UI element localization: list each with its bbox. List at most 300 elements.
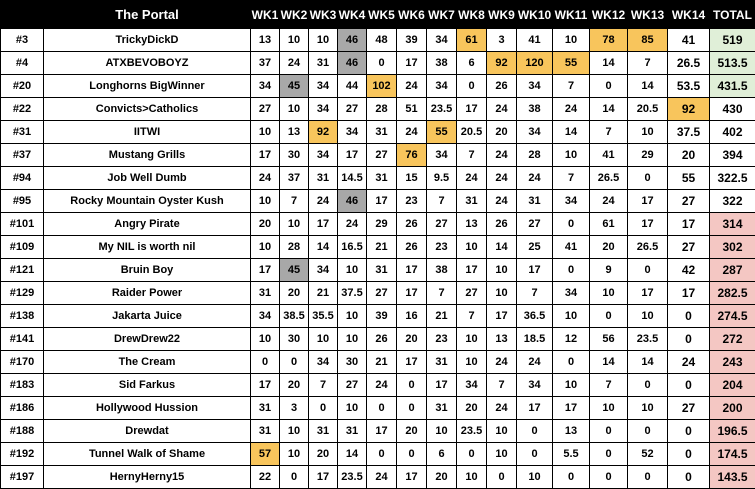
week-score-cell: 10	[338, 305, 367, 328]
team-name-cell: ATXBEVOBOYZ	[44, 52, 251, 75]
week-score-cell: 27	[367, 144, 397, 167]
week-score-cell: 10	[553, 144, 590, 167]
week-header: WK1	[251, 1, 280, 29]
week-score-cell: 29	[367, 213, 397, 236]
week-score-cell: 10	[553, 29, 590, 52]
week-score-cell: 7	[628, 52, 668, 75]
week-score-cell: 9	[590, 259, 628, 282]
week-score-cell: 37.5	[338, 282, 367, 305]
total-cell: 272	[710, 328, 755, 351]
week-score-cell: 5.5	[553, 443, 590, 466]
week-score-cell: 34	[251, 75, 280, 98]
week-score-cell: 31	[251, 282, 280, 305]
week-score-cell: 10	[487, 282, 517, 305]
week-score-cell: 24	[590, 190, 628, 213]
week-score-cell: 10	[309, 328, 338, 351]
week-score-cell: 27	[338, 98, 367, 121]
week-score-cell: 48	[367, 29, 397, 52]
week-score-cell: 17	[517, 397, 553, 420]
week-score-cell: 7	[309, 374, 338, 397]
week-score-cell: 85	[628, 29, 668, 52]
week-score-cell: 25	[517, 236, 553, 259]
week-score-cell: 34	[309, 351, 338, 374]
week-score-cell: 30	[338, 351, 367, 374]
rank-cell: #94	[1, 167, 44, 190]
table-row	[1, 98, 755, 121]
week-score-cell: 3	[487, 29, 517, 52]
week-score-cell: 31	[427, 397, 457, 420]
week-score-cell: 10	[590, 282, 628, 305]
week-header: WK12	[590, 1, 628, 29]
week-score-cell: 36.5	[517, 305, 553, 328]
table-row	[1, 29, 755, 52]
week-score-cell: 30	[280, 328, 309, 351]
week-score-cell: 55	[553, 52, 590, 75]
week-score-cell: 10	[251, 328, 280, 351]
week-score-cell: 45	[280, 75, 309, 98]
total-cell: 196.5	[710, 420, 755, 443]
table-row	[1, 351, 755, 374]
week-score-cell: 24	[251, 167, 280, 190]
week-score-cell: 17	[668, 213, 710, 236]
table-row	[1, 236, 755, 259]
team-name-cell: Job Well Dumb	[44, 167, 251, 190]
week-score-cell: 0	[590, 443, 628, 466]
week-score-cell: 10	[280, 443, 309, 466]
table-row	[1, 52, 755, 75]
week-score-cell: 0	[367, 443, 397, 466]
week-score-cell: 7	[590, 374, 628, 397]
table-row	[1, 328, 755, 351]
week-score-cell: 61	[590, 213, 628, 236]
week-score-cell: 7	[427, 282, 457, 305]
week-header: WK4	[338, 1, 367, 29]
week-score-cell: 10	[338, 259, 367, 282]
week-header: WK13	[628, 1, 668, 29]
week-score-cell: 26	[487, 75, 517, 98]
week-score-cell: 24	[457, 167, 487, 190]
week-score-cell: 24	[487, 98, 517, 121]
week-score-cell: 20	[397, 420, 427, 443]
team-name-cell: My NIL is worth nil	[44, 236, 251, 259]
team-name-cell: Tunnel Walk of Shame	[44, 443, 251, 466]
rank-cell: #141	[1, 328, 44, 351]
week-score-cell: 7	[457, 144, 487, 167]
week-score-cell: 10	[517, 466, 553, 489]
week-score-cell: 10	[628, 121, 668, 144]
week-score-cell: 76	[397, 144, 427, 167]
week-score-cell: 53.5	[668, 75, 710, 98]
total-cell: 402	[710, 121, 755, 144]
week-score-cell: 0	[590, 420, 628, 443]
week-score-cell: 24	[668, 351, 710, 374]
week-score-cell: 31	[251, 397, 280, 420]
team-name-cell: IITWI	[44, 121, 251, 144]
total-cell: 394	[710, 144, 755, 167]
rank-cell: #192	[1, 443, 44, 466]
rank-cell: #37	[1, 144, 44, 167]
header-row	[1, 1, 755, 29]
week-score-cell: 0	[668, 466, 710, 489]
team-name-cell: Drewdat	[44, 420, 251, 443]
week-score-cell: 0	[628, 374, 668, 397]
week-score-cell: 34	[338, 121, 367, 144]
week-score-cell: 0	[628, 466, 668, 489]
week-score-cell: 23.5	[338, 466, 367, 489]
week-score-cell: 24	[367, 466, 397, 489]
week-score-cell: 6	[427, 443, 457, 466]
team-name-cell: Raider Power	[44, 282, 251, 305]
week-score-cell: 13	[487, 328, 517, 351]
week-score-cell: 14.5	[338, 167, 367, 190]
total-cell: 513.5	[710, 52, 755, 75]
week-score-cell: 57	[251, 443, 280, 466]
week-score-cell: 34	[517, 374, 553, 397]
week-score-cell: 34	[457, 374, 487, 397]
week-score-cell: 20	[309, 443, 338, 466]
team-name-cell: Mustang Grills	[44, 144, 251, 167]
week-score-cell: 24	[487, 190, 517, 213]
week-score-cell: 34	[427, 75, 457, 98]
week-score-cell: 20	[280, 282, 309, 305]
week-score-cell: 10	[457, 328, 487, 351]
week-score-cell: 28	[367, 98, 397, 121]
week-score-cell: 27	[668, 236, 710, 259]
week-score-cell: 24	[309, 190, 338, 213]
total-cell: 302	[710, 236, 755, 259]
table-title: The Portal	[44, 1, 251, 29]
week-score-cell: 24	[487, 144, 517, 167]
week-score-cell: 34	[427, 29, 457, 52]
rank-cell: #129	[1, 282, 44, 305]
total-cell: 204	[710, 374, 755, 397]
week-score-cell: 17	[553, 397, 590, 420]
week-score-cell: 12	[553, 328, 590, 351]
week-score-cell: 10	[251, 190, 280, 213]
week-score-cell: 0	[367, 52, 397, 75]
week-score-cell: 10	[487, 443, 517, 466]
week-score-cell: 78	[590, 29, 628, 52]
table-row	[1, 259, 755, 282]
week-score-cell: 31	[251, 420, 280, 443]
week-score-cell: 20	[280, 374, 309, 397]
week-score-cell: 42	[668, 259, 710, 282]
week-score-cell: 23	[427, 328, 457, 351]
week-score-cell: 31	[457, 190, 487, 213]
week-score-cell: 26.5	[590, 167, 628, 190]
week-score-cell: 10	[457, 236, 487, 259]
week-score-cell: 17	[397, 259, 427, 282]
total-cell: 314	[710, 213, 755, 236]
week-score-cell: 10	[457, 466, 487, 489]
week-score-cell: 41	[590, 144, 628, 167]
week-score-cell: 20	[668, 144, 710, 167]
week-score-cell: 17	[668, 282, 710, 305]
week-score-cell: 24	[367, 374, 397, 397]
week-score-cell: 92	[487, 52, 517, 75]
week-score-cell: 7	[457, 305, 487, 328]
week-score-cell: 17	[628, 282, 668, 305]
table-row	[1, 144, 755, 167]
week-score-cell: 24	[397, 121, 427, 144]
week-score-cell: 23	[427, 236, 457, 259]
total-cell: 243	[710, 351, 755, 374]
table-row	[1, 397, 755, 420]
week-score-cell: 120	[517, 52, 553, 75]
week-score-cell: 24	[517, 351, 553, 374]
week-score-cell: 17	[457, 98, 487, 121]
rank-cell: #188	[1, 420, 44, 443]
week-score-cell: 23	[397, 190, 427, 213]
week-score-cell: 0	[517, 420, 553, 443]
week-score-cell: 34	[427, 144, 457, 167]
rank-cell: #4	[1, 52, 44, 75]
week-score-cell: 7	[553, 167, 590, 190]
week-score-cell: 17	[309, 466, 338, 489]
rank-cell: #20	[1, 75, 44, 98]
table-row	[1, 75, 755, 98]
week-score-cell: 31	[427, 351, 457, 374]
week-score-cell: 22	[251, 466, 280, 489]
week-score-cell: 9.5	[427, 167, 457, 190]
week-score-cell: 41	[553, 236, 590, 259]
team-name-cell: Bruin Boy	[44, 259, 251, 282]
table-row	[1, 443, 755, 466]
week-score-cell: 14	[487, 236, 517, 259]
week-score-cell: 10	[457, 351, 487, 374]
week-score-cell: 0	[309, 397, 338, 420]
week-score-cell: 51	[397, 98, 427, 121]
week-score-cell: 34	[309, 75, 338, 98]
week-score-cell: 56	[590, 328, 628, 351]
week-score-cell: 17	[487, 305, 517, 328]
week-score-cell: 17	[397, 351, 427, 374]
week-score-cell: 10	[280, 98, 309, 121]
week-score-cell: 41	[668, 29, 710, 52]
week-score-cell: 27	[668, 397, 710, 420]
week-header: WK14	[668, 1, 710, 29]
rank-header	[1, 1, 44, 29]
week-score-cell: 17	[397, 282, 427, 305]
week-score-cell: 0	[517, 443, 553, 466]
week-header: WK7	[427, 1, 457, 29]
week-score-cell: 21	[367, 351, 397, 374]
rank-cell: #183	[1, 374, 44, 397]
week-score-cell: 14	[338, 443, 367, 466]
week-score-cell: 0	[590, 75, 628, 98]
total-cell: 322.5	[710, 167, 755, 190]
table-row	[1, 167, 755, 190]
total-header: TOTAL	[710, 1, 755, 29]
week-score-cell: 34	[517, 121, 553, 144]
week-score-cell: 10	[628, 397, 668, 420]
week-score-cell: 10	[338, 328, 367, 351]
table-row	[1, 121, 755, 144]
week-score-cell: 17	[457, 259, 487, 282]
week-score-cell: 0	[457, 443, 487, 466]
week-score-cell: 17	[251, 374, 280, 397]
week-score-cell: 37.5	[668, 121, 710, 144]
week-score-cell: 7	[517, 282, 553, 305]
week-score-cell: 24	[397, 75, 427, 98]
table-row	[1, 190, 755, 213]
week-score-cell: 26	[397, 236, 427, 259]
week-score-cell: 17	[397, 466, 427, 489]
week-score-cell: 0	[668, 420, 710, 443]
week-score-cell: 27	[367, 282, 397, 305]
week-score-cell: 23.5	[628, 328, 668, 351]
week-score-cell: 38	[427, 52, 457, 75]
rank-cell: #22	[1, 98, 44, 121]
team-name-cell: Convicts>Catholics	[44, 98, 251, 121]
week-score-cell: 31	[367, 121, 397, 144]
week-score-cell: 34	[309, 98, 338, 121]
week-score-cell: 46	[338, 190, 367, 213]
week-header: WK2	[280, 1, 309, 29]
week-score-cell: 13	[251, 29, 280, 52]
total-cell: 174.5	[710, 443, 755, 466]
week-score-cell: 10	[251, 121, 280, 144]
week-score-cell: 13	[280, 121, 309, 144]
table-row	[1, 213, 755, 236]
week-header: WK5	[367, 1, 397, 29]
rank-cell: #170	[1, 351, 44, 374]
week-score-cell: 10	[427, 420, 457, 443]
week-score-cell: 30	[280, 144, 309, 167]
team-name-cell: Rocky Mountain Oyster Kush	[44, 190, 251, 213]
week-score-cell: 10	[590, 397, 628, 420]
week-score-cell: 15	[397, 167, 427, 190]
week-score-cell: 0	[397, 374, 427, 397]
week-score-cell: 26	[487, 213, 517, 236]
week-score-cell: 45	[280, 259, 309, 282]
table-row	[1, 282, 755, 305]
week-score-cell: 0	[628, 420, 668, 443]
week-score-cell: 24	[280, 52, 309, 75]
week-score-cell: 17	[338, 144, 367, 167]
week-score-cell: 21	[427, 305, 457, 328]
rank-cell: #3	[1, 29, 44, 52]
week-score-cell: 10	[553, 374, 590, 397]
week-header: WK3	[309, 1, 338, 29]
week-score-cell: 20	[251, 213, 280, 236]
week-score-cell: 10	[487, 420, 517, 443]
week-score-cell: 0	[590, 466, 628, 489]
week-score-cell: 23.5	[427, 98, 457, 121]
table-row	[1, 374, 755, 397]
week-score-cell: 14	[590, 351, 628, 374]
week-score-cell: 7	[427, 190, 457, 213]
rank-cell: #109	[1, 236, 44, 259]
week-score-cell: 23.5	[457, 420, 487, 443]
week-score-cell: 17	[427, 374, 457, 397]
week-score-cell: 31	[367, 259, 397, 282]
week-score-cell: 37	[251, 52, 280, 75]
week-score-cell: 17	[251, 259, 280, 282]
week-header: WK10	[517, 1, 553, 29]
total-cell: 282.5	[710, 282, 755, 305]
total-cell: 322	[710, 190, 755, 213]
week-score-cell: 38	[427, 259, 457, 282]
week-score-cell: 17	[251, 144, 280, 167]
week-score-cell: 20	[397, 328, 427, 351]
week-score-cell: 17	[628, 190, 668, 213]
week-score-cell: 17	[397, 52, 427, 75]
rank-cell: #31	[1, 121, 44, 144]
week-score-cell: 7	[487, 374, 517, 397]
week-score-cell: 24	[487, 397, 517, 420]
week-score-cell: 20	[427, 466, 457, 489]
week-header: WK6	[397, 1, 427, 29]
week-score-cell: 0	[628, 167, 668, 190]
week-score-cell: 55	[668, 167, 710, 190]
week-score-cell: 26.5	[628, 236, 668, 259]
week-score-cell: 24	[553, 98, 590, 121]
table-row	[1, 466, 755, 489]
week-score-cell: 13	[553, 420, 590, 443]
week-score-cell: 20	[590, 236, 628, 259]
team-name-cell: Longhorns BigWinner	[44, 75, 251, 98]
week-score-cell: 20.5	[628, 98, 668, 121]
week-score-cell: 21	[309, 282, 338, 305]
week-score-cell: 52	[628, 443, 668, 466]
team-name-cell: DrewDrew22	[44, 328, 251, 351]
week-score-cell: 55	[427, 121, 457, 144]
rank-cell: #95	[1, 190, 44, 213]
table-row	[1, 420, 755, 443]
week-score-cell: 31	[338, 420, 367, 443]
week-score-cell: 39	[367, 305, 397, 328]
week-score-cell: 0	[280, 466, 309, 489]
week-score-cell: 17	[367, 420, 397, 443]
team-name-cell: The Cream	[44, 351, 251, 374]
week-score-cell: 28	[517, 144, 553, 167]
week-header: WK9	[487, 1, 517, 29]
week-score-cell: 34	[251, 305, 280, 328]
week-score-cell: 34	[553, 190, 590, 213]
week-score-cell: 13	[457, 213, 487, 236]
week-score-cell: 34	[517, 75, 553, 98]
week-score-cell: 0	[367, 397, 397, 420]
week-header: WK11	[553, 1, 590, 29]
week-score-cell: 0	[457, 75, 487, 98]
week-score-cell: 7	[553, 75, 590, 98]
table-row	[1, 305, 755, 328]
week-score-cell: 41	[517, 29, 553, 52]
week-score-cell: 37	[280, 167, 309, 190]
week-score-cell: 27	[338, 374, 367, 397]
week-score-cell: 17	[309, 213, 338, 236]
week-score-cell: 10	[280, 213, 309, 236]
total-cell: 287	[710, 259, 755, 282]
week-score-cell: 26	[367, 328, 397, 351]
week-header: WK8	[457, 1, 487, 29]
total-cell: 274.5	[710, 305, 755, 328]
week-score-cell: 0	[397, 443, 427, 466]
week-score-cell: 0	[553, 466, 590, 489]
rank-cell: #197	[1, 466, 44, 489]
week-score-cell: 31	[309, 420, 338, 443]
week-score-cell: 0	[397, 397, 427, 420]
team-name-cell: Angry Pirate	[44, 213, 251, 236]
table-body	[1, 29, 755, 489]
week-score-cell: 10	[487, 259, 517, 282]
week-score-cell: 17	[367, 190, 397, 213]
week-score-cell: 31	[309, 167, 338, 190]
team-name-cell: HernyHerny15	[44, 466, 251, 489]
week-score-cell: 26.5	[668, 52, 710, 75]
week-score-cell: 0	[668, 328, 710, 351]
